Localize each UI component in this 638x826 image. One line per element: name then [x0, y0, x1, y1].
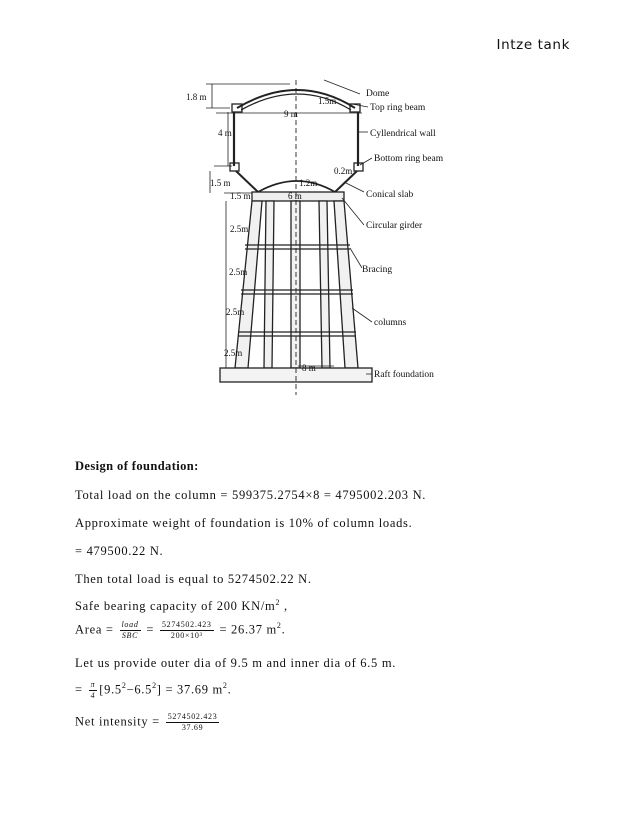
equation-area: Area = $\frac{\text{load}}{\text{SBC}}$ = $\frac{5274502.423}{\text{200×10³}}$ = 26.37 $m^2$. — [75, 620, 286, 640]
equation-pi: = $\frac{\pi}{4}$ $[9.5^2-6.5^2] = 37.69$ $m^2$. — [75, 680, 232, 700]
dim-dia-top: 9 m — [284, 109, 298, 119]
heading-foundation: Design of foundation: — [75, 459, 199, 473]
dim-h-cone: 1.5 m — [210, 178, 231, 188]
label-raft: Raft foundation — [374, 370, 434, 380]
dim-tier-3: 2.5m — [226, 307, 245, 317]
equation-net-intensity: Net intensity = $\frac{5274502.423}{37.69}$ — [75, 712, 218, 732]
text-total-load-final: Then total load is equal to 5274502.22 N. — [75, 572, 312, 586]
label-cyl-wall: Cyllendrical wall — [370, 129, 436, 139]
dim-dia-base: 8 m — [302, 363, 316, 373]
dim-cone-w: 1.5 m — [230, 191, 251, 201]
text-dia: Let us provide outer dia of 9.5 m and inner dia of 6.5 m. — [75, 656, 397, 670]
text-total-load: Total load on the column = 599375.2754×8 = 4795002.203 N. — [75, 488, 427, 502]
label-bottom-ring: Bottom ring beam — [374, 154, 444, 164]
label-top-ring: Top ring beam — [370, 103, 426, 113]
label-girder: Circular girder — [366, 221, 423, 231]
dim-tier-1: 2.5m — [230, 224, 249, 234]
label-conical: Conical slab — [366, 190, 414, 200]
dim-ring-top: 1.5m — [318, 96, 337, 106]
label-dome: Dome — [366, 89, 390, 99]
dim-cone-h: 1.2m — [299, 178, 318, 188]
label-bracing: Bracing — [362, 265, 393, 275]
dim-h-wall: 4 m — [218, 128, 232, 138]
dim-h-top: 1.8 m — [186, 92, 207, 102]
text-approx-weight: Approximate weight of foundation is 10% of column loads. — [75, 516, 413, 530]
page-header: Intze tank — [496, 37, 570, 53]
text-weight-value: = 479500.22 N. — [75, 544, 164, 558]
dim-tier-4: 2.5m — [224, 348, 243, 358]
dim-ring-bottom: 0.2m — [334, 166, 353, 176]
dim-tier-2: 2.5m — [229, 267, 248, 277]
label-columns: columns — [374, 318, 407, 328]
text-sbc: Safe bearing capacity of 200 $KN/m^2$ , — [75, 598, 288, 614]
dim-dia-bottom: 6 m — [288, 191, 302, 201]
